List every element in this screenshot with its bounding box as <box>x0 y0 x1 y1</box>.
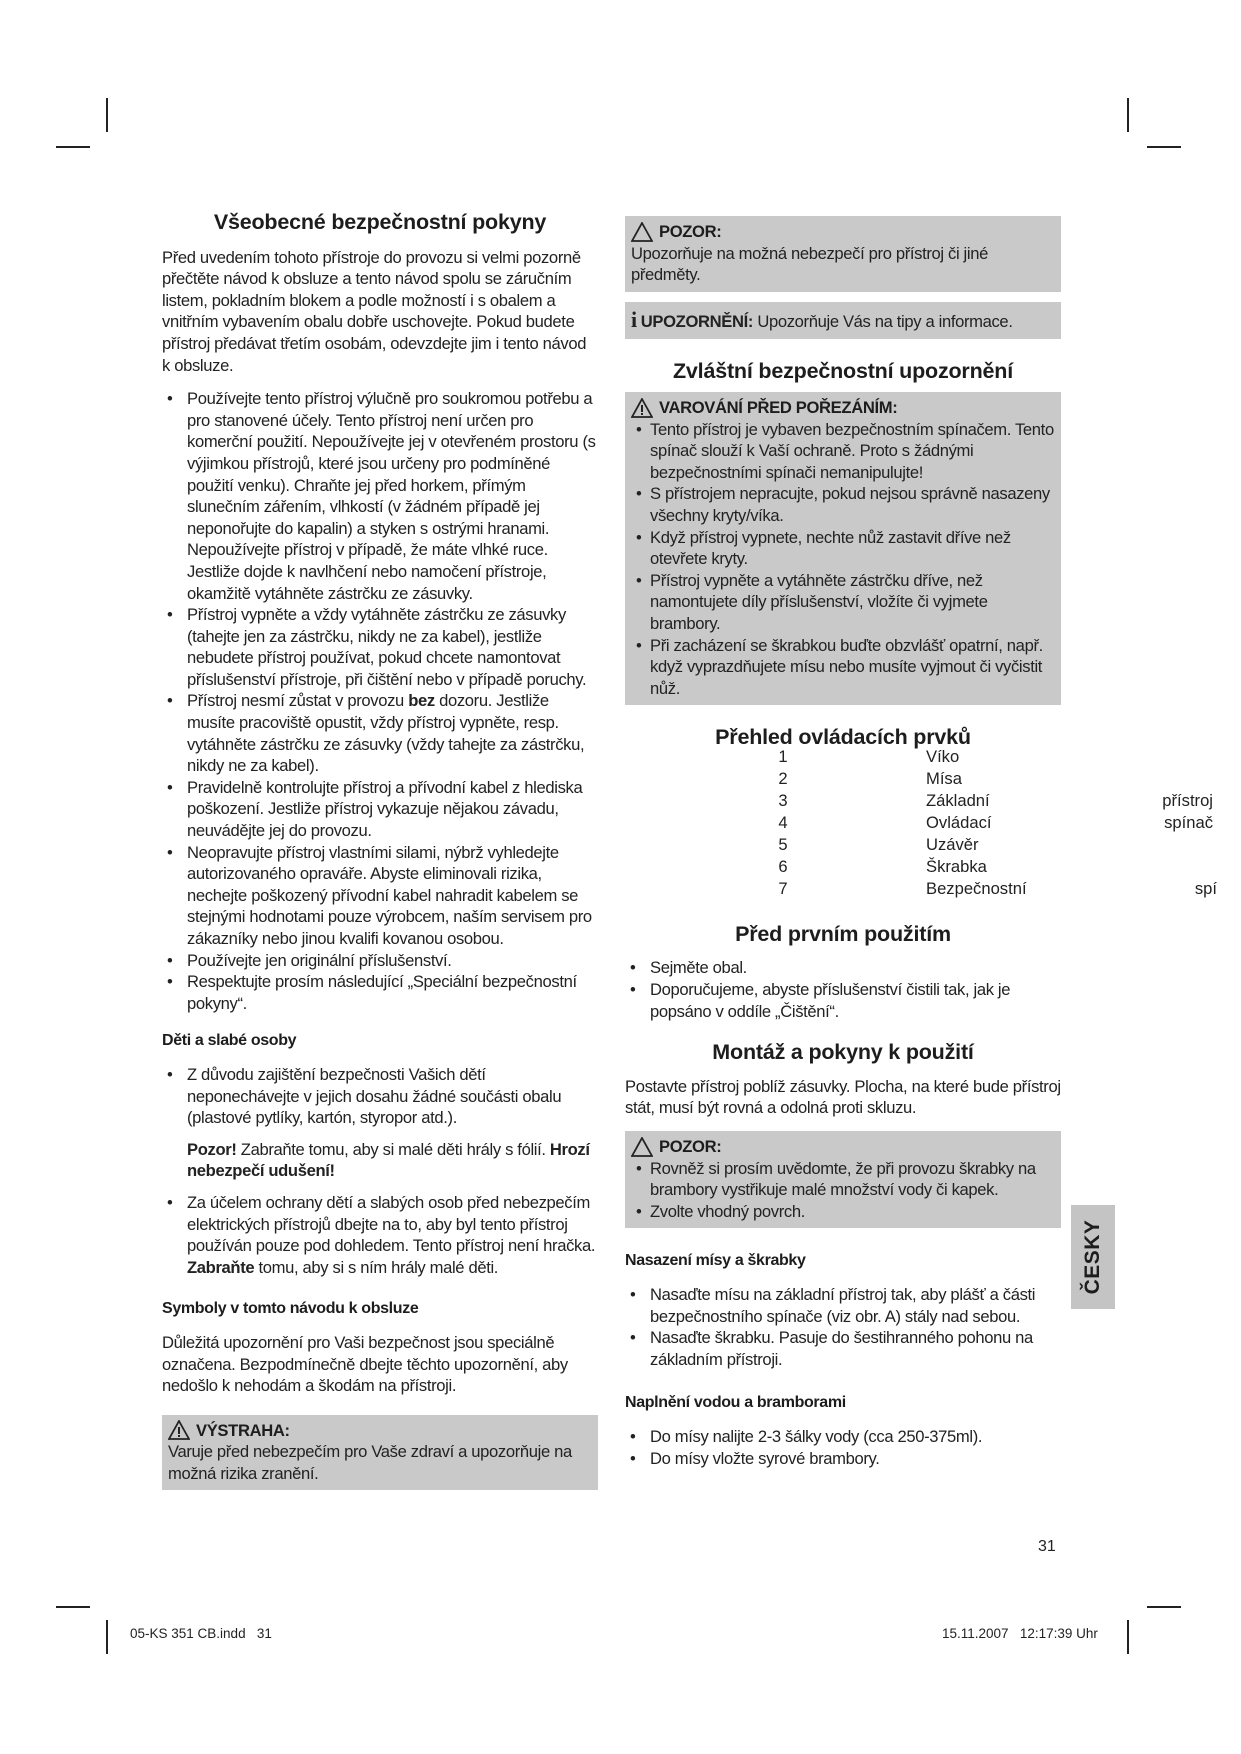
varovani-box <box>625 392 1061 705</box>
vystraha-heading <box>168 1420 592 1442</box>
list-item: • Když přístroj vypnete, nechte nůž zastavit dříve než otevřete kryty. <box>631 527 1055 570</box>
table-row: 1 Víko <box>778 747 960 766</box>
list-item: • Při zacházení se škrabkou buďte obzvlášť opatrní, např. když vyprazdňujete mísu nebo musíte vyjmout či vyčistit nůž. <box>631 635 1055 700</box>
symbols-paragraph: Důležitá upozornění pro Vaši bezpečnost jsou speciálně označena. Bezpodmínečně dbejte těchto upozornění, aby nedošlo k nehodám a škodám na přístroji. <box>162 1332 568 1396</box>
list-item: • Přístroj vypněte a vytáhněte zástrčku dříve, než namontujete díly příslušenství, vložíte či vyjmete brambory. <box>631 570 1055 635</box>
pozor2-heading <box>631 1136 1055 1158</box>
varovani-title: VAROVÁNÍ PŘED POŘEZÁNÍM: <box>659 397 898 417</box>
list-item: • Do mísy vložte syrové brambory. <box>625 1448 1061 1470</box>
upozorneni-text: Upozorňuje Vás na tipy a informace. <box>753 311 1013 331</box>
crop-mark <box>106 1620 108 1654</box>
safety-list <box>162 388 598 1014</box>
fill-list <box>625 1426 1061 1469</box>
list-item: • Zvolte vhodný povrch. <box>631 1201 1055 1223</box>
page-number: 31 <box>1038 1538 1056 1555</box>
crop-mark <box>56 146 90 148</box>
upozorneni-title: UPOZORNĚNÍ: <box>640 311 754 331</box>
left-column <box>162 212 598 1490</box>
vystraha-title: VÝSTRAHA: <box>196 1420 290 1440</box>
pozor-title: POZOR: <box>659 222 722 241</box>
list-item: • Za účelem ochrany dětí a slabých osob před nebezpečím elektrických přístrojů dbejte na to, aby byl tento přístroj používán pouze pod dohledem. Tento přístroj není hračka. Zabraňte tomu, aby si s ním hrály malé děti. <box>162 1192 598 1278</box>
pozor2-title: POZOR: <box>659 1137 722 1157</box>
pozor-box <box>625 216 1061 292</box>
crop-mark <box>106 98 108 132</box>
choking-warning: Pozor! Zabraňte tomu, aby si malé děti hrály s fólií. Hrozí nebezpečí udušení! <box>187 1139 590 1181</box>
crop-mark <box>1147 1606 1181 1608</box>
list-item: • Přístroj nesmí zůstat v provozu bez dozoru. Jestliže musíte pracoviště opustit, vždy přístroj vypněte, resp. vytáhněte zástrčku ze zásuvky (vždy tahejte za zástrčku, nikdy ne za kabel). <box>162 690 598 776</box>
assembly-title: Montáž a pokyny k použití <box>712 1040 974 1065</box>
list-item: • Pravidelně kontrolujte přístroj a přívodní kabel z hlediska poškození. Jestliže přístroj vykazuje nějakou závadu, neuvádějte jej do provozu. <box>162 777 598 842</box>
list-item: • Z důvodu zajištění bezpečnosti Vašich dětí neponechávejte v jejich dosahu žádné součásti obalu (plastové pytlíky, kartón, styropor atd.). <box>162 1064 598 1129</box>
list-item: • Sejměte obal. <box>625 957 1061 979</box>
table-row: 7 Bezpečnostní spí <box>778 879 1217 898</box>
info-icon: i <box>631 306 637 332</box>
first-use-title: Před prvním použitím <box>735 921 951 946</box>
children-list-2 <box>162 1192 598 1278</box>
table-row: 2 Mísa <box>778 769 962 788</box>
crop-mark <box>56 1606 90 1608</box>
varovani-list <box>631 419 1055 700</box>
table-row: 3 Základní přístroj <box>778 791 1213 810</box>
list-item: • Do mísy nalijte 2-3 šálky vody (cca 250-375ml). <box>625 1426 1061 1448</box>
crop-mark <box>1147 146 1181 148</box>
caution-triangle-icon <box>631 222 653 242</box>
table-row: 5 Uzávěr <box>778 835 979 854</box>
warning-triangle-icon <box>168 1420 190 1440</box>
fill-heading: Naplnění vodou a bramborami <box>625 1394 846 1412</box>
first-use-list <box>625 957 1061 1022</box>
varovani-heading <box>631 397 1055 419</box>
pozor2-list <box>631 1158 1055 1223</box>
table-row: 4 Ovládací spínač <box>778 813 1213 832</box>
caution-triangle-icon <box>631 1137 653 1157</box>
list-item: • S přístrojem nepracujte, pokud nejsou správně nasazeny všechny kryty/víka. <box>631 483 1055 526</box>
footer-file: 05-KS 351 CB.indd 31 <box>130 1626 272 1641</box>
pozor-heading <box>631 221 1055 243</box>
children-heading: Děti a slabé osoby <box>162 1032 297 1050</box>
vystraha-box <box>162 1415 598 1491</box>
table-row: 6 Škrabka <box>778 857 987 876</box>
list-item: • Respektujte prosím následující „Speciální bezpečnostní pokyny“. <box>162 971 598 1014</box>
crop-mark <box>1127 98 1129 132</box>
crop-mark <box>1127 1620 1129 1654</box>
language-tab-label: ČESKY <box>1081 1219 1104 1295</box>
list-item: • Doporučujeme, abyste příslušenství čistili tak, jak je popsáno v oddíle „Čištění“. <box>625 979 1061 1022</box>
symbols-heading: Symboly v tomto návodu k obsluze <box>162 1300 419 1318</box>
children-list <box>162 1064 598 1129</box>
list-item: • Nasaďte škrabku. Pasuje do šestihranného pohonu na základním přístroji. <box>625 1327 1061 1370</box>
pozor2-box <box>625 1131 1061 1228</box>
footer-datetime: 15.11.2007 12:17:39 Uhr <box>942 1626 1098 1641</box>
list-item: • Tento přístroj je vybaven bezpečnostním spínačem. Tento spínač slouží k Vaší ochraně. Proto s žádnými bezpečnostními spínači nemanipulujte! <box>631 419 1055 484</box>
special-safety-title: Zvláštní bezpečnostní upozornění <box>672 359 1013 384</box>
list-item: • Nasaďte mísu na základní přístroj tak, aby plášť a části bezpečnostního spínače (viz obr. A) stály nad sebou. <box>625 1284 1061 1327</box>
pozor-text: Upozorňuje na možná nebezpečí pro přístroj či jiné předměty. <box>631 243 988 285</box>
controls-table <box>773 746 1217 900</box>
list-item: • Používejte tento přístroj výlučně pro soukromou potřebu a pro stanovené účely. Tento přístroj není určen pro komerční použití. Nepoužívejte jej v otevřeném prostoru (s výjimkou přístrojů, které jsou určeny pro podmíněné použití venku). Chraňte jej před horkem, přímým slunečním zářením, vlhkostí (v žádném případě jej neponořujte do kapalin) a styken s ostrými hranami. Nepoužívejte přístroj v případě, že máte vlhké ruce. Jestliže dojde k navlhčení nebo namočení přístroje, okamžitě vytáhněte zástrčku ze zásuvky. <box>162 388 598 604</box>
controls-title: Přehled ovládacích prvků <box>715 725 971 750</box>
mount-list <box>625 1284 1061 1370</box>
language-tab <box>1071 1205 1115 1309</box>
intro-paragraph: Před uvedením tohoto přístroje do provozu si velmi pozorně přečtěte návod k obsluze a tento návod spolu se záručním listem, pokladním blokem a podle možností i s obalem a vnitřním vybavením obalu dobře uschovejte. Pokud budete přístroj předávat třetím osobám, odevzdejte jim i tento návod k obsluze. <box>162 247 587 375</box>
list-item: • Přístroj vypněte a vždy vytáhněte zástrčku ze zásuvky (tahejte jen za zástrčku, nikdy ne za kabel), jestliže nebudete přístroj používat, pokud chcete namontovat příslušenství přístroje, při čištění nebo v případě poruchy. <box>162 604 598 690</box>
list-item: • Rovněž si prosím uvědomte, že při provozu škrabky na brambory vystřikuje malé množství vody či kapek. <box>631 1158 1055 1201</box>
list-item: • Neopravujte přístroj vlastními silami, nýbrž vyhledejte autorizovaného opraváře. Abyste eliminovali rizika, nechejte poškozený přívodní kabel nahradit kabelem se stejnými hodnotami pouze výrobcem, naším servisem pro zákazníky nebo jinou kvalifi kovanou osobou. <box>162 842 598 950</box>
mount-heading: Nasazení mísy a škrabky <box>625 1252 806 1270</box>
general-safety-title: Všeobecné bezpečnostní pokyny <box>213 210 547 234</box>
warning-triangle-icon <box>631 398 653 418</box>
list-item: • Používejte jen originální příslušenství. <box>162 950 598 972</box>
assembly-paragraph: Postavte přístroj poblíž zásuvky. Plocha, na které bude přístroj stát, musí být rovná a odolná proti skluzu. <box>625 1076 1061 1118</box>
upozorneni-box <box>625 302 1061 340</box>
vystraha-text: Varuje před nebezpečím pro Vaše zdraví a upozorňuje na možná rizika zranění. <box>168 1442 572 1483</box>
